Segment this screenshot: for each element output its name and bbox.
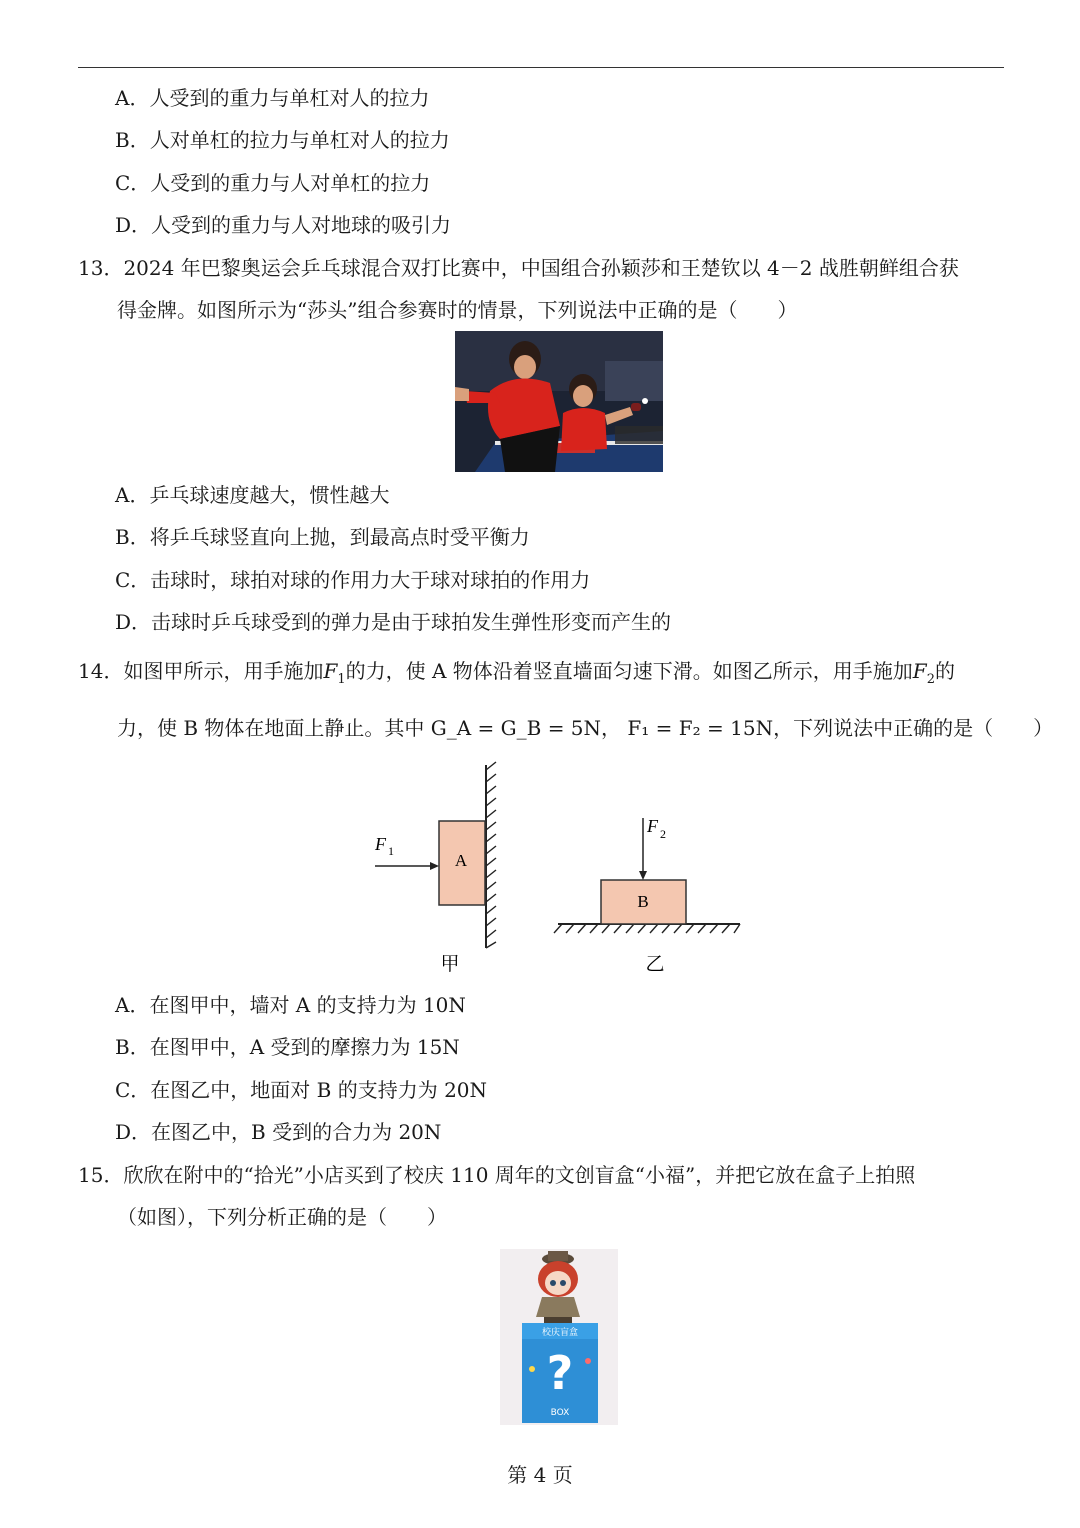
- box-question-mark: ?: [546, 1346, 574, 1400]
- q14-stem-line1: [78, 658, 955, 693]
- f2-label-sub: 2: [660, 827, 666, 841]
- force-diagram: [350, 760, 750, 980]
- f2-symbol: F: [912, 659, 927, 683]
- figure-jia: [374, 762, 496, 975]
- q12-option-a: A．人受到的重力与单杠对人的拉力: [115, 86, 430, 110]
- block-b-label: B: [637, 892, 649, 911]
- q12-option-d: D．人受到的重力与人对地球的吸引力: [115, 213, 452, 237]
- q13-stem-line2: 得金牌。如图所示为“莎头”组合参赛时的情景，下列说法中正确的是（ ）: [117, 298, 798, 322]
- q13-option-a: A．乒乓球速度越大，惯性越大: [115, 483, 390, 507]
- box-bottom-text: BOX: [550, 1408, 570, 1418]
- q13-stem-line1: 13．2024 年巴黎奥运会乒乓球混合双打比赛中，中国组合孙颖莎和王楚钦以 4－2 战胜朝鲜组合获: [78, 256, 959, 280]
- q14-stem-part1: 14．如图甲所示，用手施加: [78, 659, 324, 683]
- blind-box-photo: [500, 1249, 618, 1425]
- f1-label-sub: 1: [388, 844, 394, 858]
- q14-option-d: D．在图乙中，B 受到的合力为 20N: [115, 1120, 442, 1144]
- header-rule: [78, 67, 1004, 68]
- f2-subscript: 2: [926, 672, 935, 687]
- q15-stem-line2: （如图），下列分析正确的是（ ）: [117, 1205, 447, 1229]
- page-number: 第 4 页: [507, 1463, 573, 1487]
- q12-option-c: C．人受到的重力与人对单杠的拉力: [115, 171, 431, 195]
- f1-subscript: 1: [337, 672, 346, 687]
- q14-stem-part3: 的: [934, 659, 955, 683]
- q14-option-b: B．在图甲中，A 受到的摩擦力为 15N: [115, 1035, 460, 1059]
- caption-jia: 甲: [440, 953, 460, 975]
- f1-symbol: F: [323, 659, 338, 683]
- figure-yi: [554, 816, 740, 975]
- q14-stem-part2: 的力，使 A 物体沿着竖直墙面匀速下滑。如图乙所示，用手施加: [345, 659, 913, 683]
- q13-option-d: D．击球时乒乓球受到的弹力是由于球拍发生弹性形变而产生的: [115, 610, 672, 634]
- q14-stem-line2: 力，使 B 物体在地面上静止。其中 G_A = G_B = 5N， F₁ = F₂ = 15N，下列说法中正确的是（ ）: [117, 716, 1054, 740]
- table-tennis-photo: [455, 331, 663, 472]
- q14-option-c: C．在图乙中，地面对 B 的支持力为 20N: [115, 1078, 488, 1102]
- f2-label: F: [647, 816, 658, 836]
- q13-option-b: B．将乒乓球竖直向上抛，到最高点时受平衡力: [115, 525, 530, 549]
- q13-option-c: C．击球时，球拍对球的作用力大于球对球拍的作用力: [115, 568, 591, 592]
- q12-option-b: B．人对单杠的拉力与单杠对人的拉力: [115, 128, 450, 152]
- f1-label: F: [375, 834, 386, 854]
- caption-yi: 乙: [645, 953, 665, 975]
- box-title-text: 校庆盲盒: [541, 1328, 579, 1338]
- q15-stem-line1: 15．欣欣在附中的“拾光”小店买到了校庆 110 周年的文创盲盒“小福”，并把它放在盒子上拍照: [78, 1163, 916, 1187]
- q14-option-a: A．在图甲中，墙对 A 的支持力为 10N: [115, 993, 466, 1017]
- block-a-label: A: [454, 851, 468, 870]
